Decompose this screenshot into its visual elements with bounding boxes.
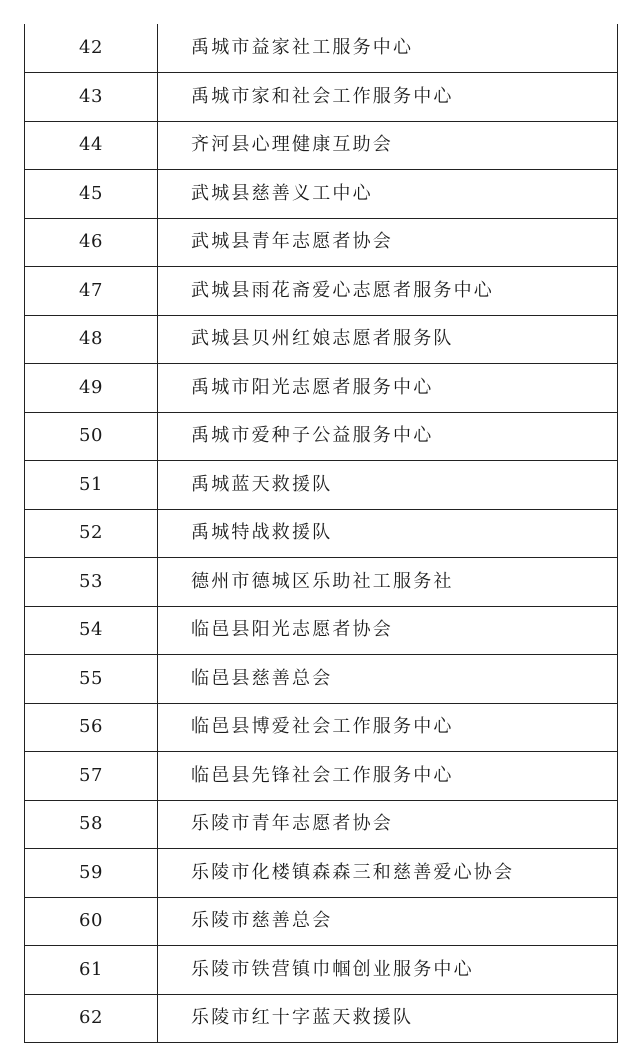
row-number: 49 (25, 364, 158, 413)
organization-name: 武城县雨花斋爱心志愿者服务中心 (158, 267, 618, 316)
organization-table-container (24, 24, 618, 1043)
row-number: 59 (25, 849, 158, 898)
row-number: 57 (25, 752, 158, 801)
row-number: 50 (25, 412, 158, 461)
organization-name: 禹城市家和社会工作服务中心 (158, 73, 618, 122)
table-row (25, 73, 618, 122)
row-number: 43 (25, 73, 158, 122)
organization-name: 乐陵市慈善总会 (158, 897, 618, 946)
row-number: 46 (25, 218, 158, 267)
table-row (25, 849, 618, 898)
table-row (25, 218, 618, 267)
row-number: 60 (25, 897, 158, 946)
row-number: 53 (25, 558, 158, 607)
table-row (25, 703, 618, 752)
table-row (25, 946, 618, 995)
row-number: 61 (25, 946, 158, 995)
table-row (25, 364, 618, 413)
organization-name: 齐河县心理健康互助会 (158, 121, 618, 170)
organization-name: 德州市德城区乐助社工服务社 (158, 558, 618, 607)
table-row (25, 655, 618, 704)
table-row (25, 897, 618, 946)
row-number: 51 (25, 461, 158, 510)
organization-name: 武城县青年志愿者协会 (158, 218, 618, 267)
row-number: 42 (25, 24, 158, 73)
organization-name: 乐陵市化楼镇森森三和慈善爱心协会 (158, 849, 618, 898)
row-number: 62 (25, 994, 158, 1043)
table-row (25, 606, 618, 655)
organization-name: 乐陵市铁营镇巾帼创业服务中心 (158, 946, 618, 995)
row-number: 44 (25, 121, 158, 170)
row-number: 45 (25, 170, 158, 219)
table-row (25, 558, 618, 607)
table-row (25, 315, 618, 364)
organization-name: 乐陵市青年志愿者协会 (158, 800, 618, 849)
organization-name: 禹城特战救援队 (158, 509, 618, 558)
table-row (25, 752, 618, 801)
table-row (25, 267, 618, 316)
organization-name: 禹城市爱种子公益服务中心 (158, 412, 618, 461)
organization-table-body (25, 24, 618, 1043)
organization-name: 武城县慈善义工中心 (158, 170, 618, 219)
row-number: 47 (25, 267, 158, 316)
table-row (25, 800, 618, 849)
organization-table (24, 24, 618, 1043)
table-row (25, 121, 618, 170)
row-number: 52 (25, 509, 158, 558)
table-row (25, 461, 618, 510)
organization-name: 武城县贝州红娘志愿者服务队 (158, 315, 618, 364)
row-number: 56 (25, 703, 158, 752)
table-row (25, 509, 618, 558)
organization-name: 临邑县阳光志愿者协会 (158, 606, 618, 655)
organization-name: 临邑县博爱社会工作服务中心 (158, 703, 618, 752)
table-row (25, 170, 618, 219)
table-row (25, 412, 618, 461)
table-row (25, 24, 618, 73)
organization-name: 临邑县慈善总会 (158, 655, 618, 704)
organization-name: 禹城市阳光志愿者服务中心 (158, 364, 618, 413)
row-number: 58 (25, 800, 158, 849)
table-row (25, 994, 618, 1043)
organization-name: 禹城市益家社工服务中心 (158, 24, 618, 73)
row-number: 48 (25, 315, 158, 364)
organization-name: 乐陵市红十字蓝天救援队 (158, 994, 618, 1043)
organization-name: 临邑县先锋社会工作服务中心 (158, 752, 618, 801)
row-number: 55 (25, 655, 158, 704)
organization-name: 禹城蓝天救援队 (158, 461, 618, 510)
row-number: 54 (25, 606, 158, 655)
